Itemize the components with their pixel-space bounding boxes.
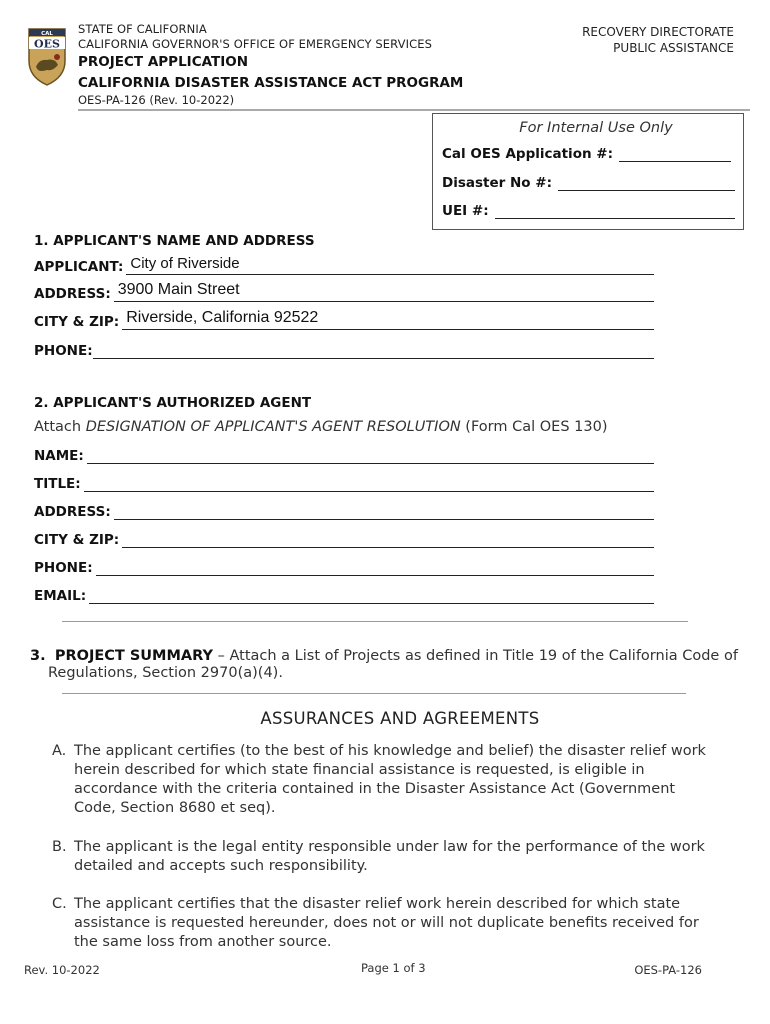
- section3-title: PROJECT SUMMARY: [54, 648, 213, 664]
- svg-text:CAL: CAL: [41, 31, 53, 37]
- section2-divider: [62, 621, 688, 622]
- assurance-item-a: [52, 742, 706, 818]
- assurance-line: detailed and accepts such responsibility.: [74, 858, 368, 874]
- agent-phone-label: PHONE:: [34, 560, 93, 576]
- agent-phone-field: [34, 557, 654, 576]
- agent-city-zip-input[interactable]: [122, 529, 654, 548]
- phone-input[interactable]: [93, 340, 654, 359]
- agent-address-label: ADDRESS:: [34, 504, 111, 520]
- applicant-field: [34, 256, 654, 275]
- disaster-no-label: Disaster No #:: [442, 175, 552, 191]
- header-divider: [78, 109, 750, 111]
- recovery-directorate-text: RECOVERY DIRECTORATE: [582, 25, 734, 39]
- attach-suffix: (Form Cal OES 130): [460, 419, 608, 435]
- address-field: [34, 283, 654, 302]
- cal-oes-application-input[interactable]: [619, 147, 731, 162]
- section3-text-line1: – Attach a List of Projects as defined in Title 19 of the California Code of: [213, 648, 738, 664]
- assurances-heading: ASSURANCES AND AGREEMENTS: [260, 709, 540, 728]
- footer-page-number: Page 1 of 3: [361, 961, 426, 975]
- agent-phone-input[interactable]: [96, 557, 654, 576]
- assurance-item-c: [52, 895, 699, 952]
- agent-city-zip-label: CITY & ZIP:: [34, 532, 120, 548]
- attach-resolution-name: DESIGNATION OF APPLICANT'S AGENT RESOLUTION: [85, 419, 461, 435]
- section2-title: 2. APPLICANT'S AUTHORIZED AGENT: [34, 395, 312, 411]
- applicant-input[interactable]: [126, 256, 654, 275]
- cal-oes-application-field: [442, 146, 731, 162]
- assurance-line: The applicant certifies that the disaster relief work herein described for which state: [74, 896, 681, 912]
- agent-address-input[interactable]: [114, 501, 654, 520]
- form-title-line2: CALIFORNIA DISASTER ASSISTANCE ACT PROGRAM: [78, 75, 464, 91]
- attach-instruction: [34, 419, 607, 435]
- cal-oes-application-label: Cal OES Application #:: [442, 146, 613, 162]
- footer-revision: Rev. 10-2022: [24, 963, 100, 977]
- city-zip-label: CITY & ZIP:: [34, 314, 120, 330]
- internal-use-box: [432, 113, 744, 230]
- section3-number: 3.: [30, 648, 46, 664]
- agent-name-input[interactable]: [87, 445, 654, 464]
- city-zip-field: [34, 311, 654, 330]
- svg-text:OES: OES: [34, 37, 60, 51]
- internal-use-title: For Internal Use Only: [519, 120, 673, 136]
- assurance-line: herein described for which state financial assistance is requested, is eligible in: [74, 762, 645, 778]
- city-zip-input[interactable]: [122, 311, 654, 330]
- address-input[interactable]: [114, 283, 654, 302]
- agent-title-input[interactable]: [84, 473, 654, 492]
- phone-field: [34, 340, 654, 359]
- assurance-line: Code, Section 8680 et seq).: [74, 800, 276, 816]
- uei-label: UEI #:: [442, 203, 489, 219]
- uei-input[interactable]: [495, 204, 735, 219]
- disaster-no-field: [442, 175, 735, 191]
- assurance-line: assistance is requested hereunder, does not or will not duplicate benefits received for: [74, 915, 699, 931]
- uei-field: [442, 203, 735, 219]
- agent-title-label: TITLE:: [34, 476, 81, 492]
- agent-city-zip-field: [34, 529, 654, 548]
- cal-oes-seal-logo: [27, 27, 67, 87]
- state-of-california-text: STATE OF CALIFORNIA: [78, 22, 207, 36]
- public-assistance-text: PUBLIC ASSISTANCE: [613, 41, 734, 55]
- assurance-line: accordance with the criteria contained in the Disaster Assistance Act (Government: [74, 781, 676, 797]
- assurance-letter: B.: [52, 839, 67, 855]
- agent-email-input[interactable]: [89, 585, 654, 604]
- oes-agency-text: CALIFORNIA GOVERNOR'S OFFICE OF EMERGENCY SERVICES: [78, 37, 432, 51]
- assurance-line: the same loss from another source.: [74, 934, 332, 950]
- agent-name-label: NAME:: [34, 448, 84, 464]
- assurance-line: The applicant certifies (to the best of his knowledge and belief) the disaster relief work: [74, 743, 706, 759]
- assurance-item-b: [52, 838, 705, 876]
- assurance-letter: A.: [52, 743, 67, 759]
- address-label: ADDRESS:: [34, 286, 111, 302]
- agent-address-field: [34, 501, 654, 520]
- applicant-label: APPLICANT:: [34, 259, 124, 275]
- agent-email-field: [34, 585, 654, 604]
- phone-label: PHONE:: [34, 343, 93, 359]
- applicant-value: City of Riverside: [130, 255, 240, 272]
- agent-name-field: [34, 445, 654, 464]
- footer-form-number: OES-PA-126: [634, 963, 702, 977]
- agent-title-field: [34, 473, 654, 492]
- city-zip-value: Riverside, California 92522: [126, 309, 319, 326]
- disaster-no-input[interactable]: [558, 176, 735, 191]
- section3-text-line2: Regulations, Section 2970(a)(4).: [48, 665, 283, 681]
- form-number: OES-PA-126 (Rev. 10-2022): [78, 93, 235, 107]
- assurance-letter: C.: [52, 896, 67, 912]
- attach-prefix: Attach: [34, 419, 86, 435]
- agent-email-label: EMAIL:: [34, 588, 87, 604]
- address-value: 3900 Main Street: [117, 281, 240, 298]
- form-title-line1: PROJECT APPLICATION: [78, 54, 249, 70]
- section3-divider: [62, 693, 686, 694]
- assurance-line: The applicant is the legal entity responsible under law for the performance of the work: [74, 839, 705, 855]
- section1-title: 1. APPLICANT'S NAME AND ADDRESS: [34, 233, 315, 249]
